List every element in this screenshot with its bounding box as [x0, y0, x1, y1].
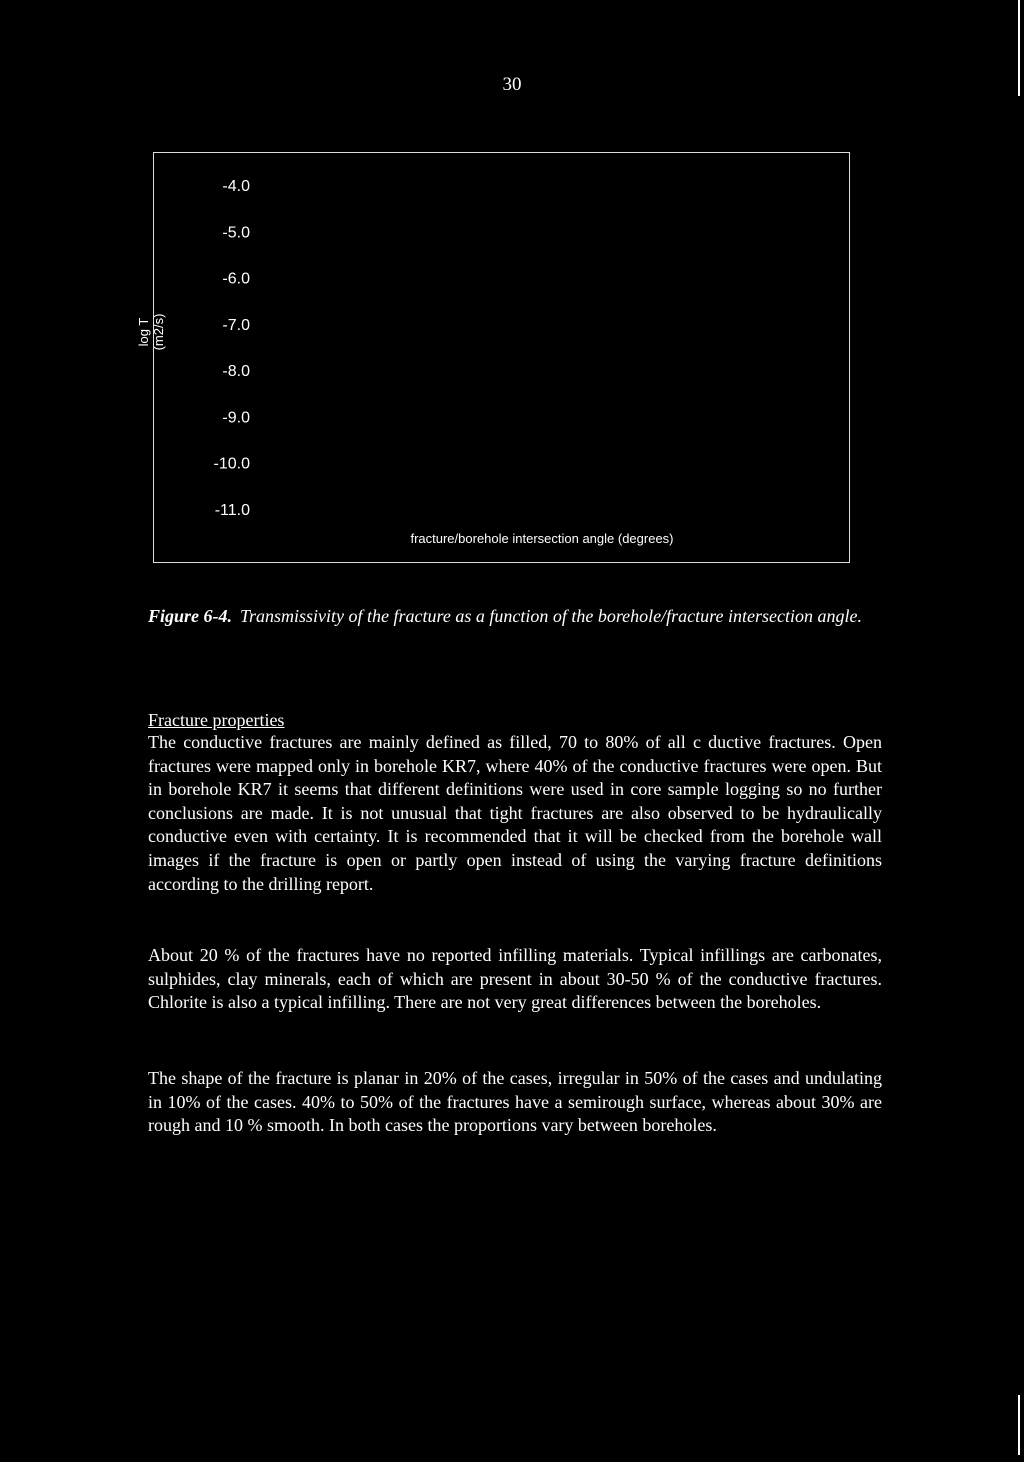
y-tick-label: -10.0	[213, 455, 250, 473]
page-edge-mark	[1018, 0, 1020, 96]
y-tick-label: -11.0	[214, 502, 250, 519]
y-tick-label: -4.0	[222, 178, 250, 195]
y-tick-label: -7.0	[222, 316, 250, 334]
figure-caption-label: Figure 6-4.	[148, 606, 233, 626]
figure-caption	[148, 604, 883, 628]
x-axis-label: fracture/borehole intersection angle (degrees)	[410, 531, 674, 546]
y-tick-label: -5.0	[222, 224, 250, 242]
paragraph-2: About 20 % of the fractures have no reported infilling materials. Typical infillings are carbonates, sulphides, clay minerals, each of which are present in about 30-50 % of the conductive fractures. Chlorite is also a typical infilling. There are not very great differences between the boreholes.	[148, 945, 882, 1013]
y-tick-label: -8.0	[222, 363, 250, 381]
paragraph-1: The conductive fractures are mainly defined as filled, 70 to 80% of all c ductive fractures. Open fractures were mapped only in borehole KR7, where 40% of the conductive fractures were open. But in borehole KR7 it seems that different definitions were used in core sample logging so no further conclusions are made. It is not unusual that tight fractures are also observed to be hydraulically conductive even with certainty. It is recommended that it will be checked from the borehole wall images if the fracture is open or partly open instead of using the varying fracture definitions according to the drilling report.	[148, 732, 882, 894]
chart-svg	[154, 153, 851, 564]
y-axis-label: log T (m2/s)	[136, 313, 166, 351]
figure-caption-text: Transmissivity of the fracture as a function of the borehole/fracture intersection angle.	[240, 606, 862, 626]
paragraph-3: The shape of the fracture is planar in 20% of the cases, irregular in 50% of the cases and undulating in 10% of the cases. 40% to 50% of the fractures have a semirough surface, whereas about 30% are rough and 10 % smooth. In both cases the proportions vary between boreholes.	[148, 1068, 882, 1136]
y-tick-label: -9.0	[222, 409, 250, 427]
figure-6-4	[153, 152, 850, 563]
page-number: 30	[502, 74, 522, 95]
page-edge-mark	[1018, 1395, 1020, 1455]
y-tick-label: -6.0	[222, 270, 250, 288]
section-title: Fracture properties	[148, 710, 285, 730]
